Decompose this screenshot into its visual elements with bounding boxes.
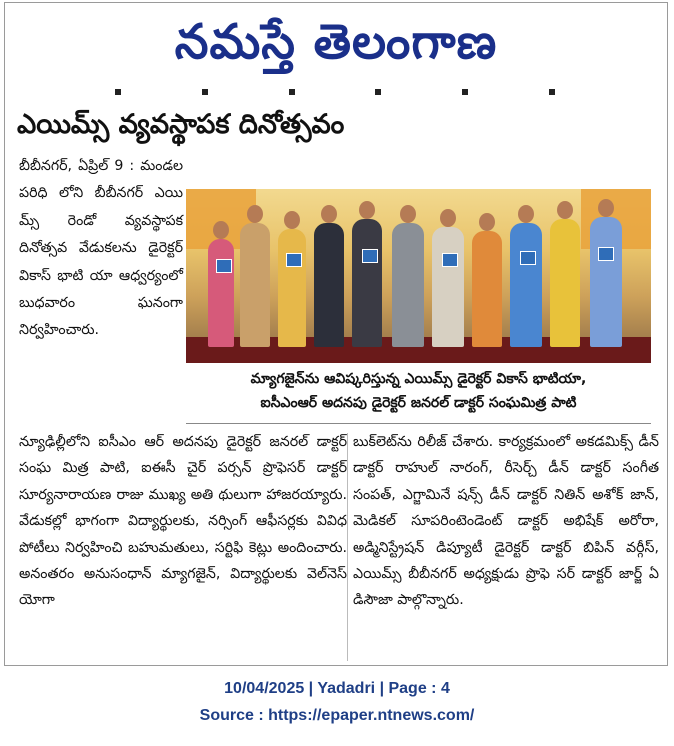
photo-person	[510, 223, 542, 347]
photo-caption-line-1: మ్యాగజైన్‌ను ఆవిష్కరిస్తున్న ఎయిమ్స్ డైరెక్టర్ వికాస్ భాటియా,	[250, 371, 587, 387]
photo-head	[359, 201, 375, 219]
photo-head	[440, 209, 456, 227]
column-divider	[347, 433, 348, 661]
photo-person	[240, 223, 270, 347]
event-photo	[186, 189, 651, 363]
photo-head	[284, 211, 300, 229]
photo-head	[213, 221, 229, 239]
photo-person	[550, 219, 580, 347]
magazine-copy	[442, 253, 458, 267]
photo-head	[598, 199, 614, 217]
photo-person	[392, 223, 424, 347]
magazine-copy	[362, 249, 378, 263]
article-paragraph-right: బుక్‌లెట్‌ను రిలీజ్ చేశారు. కార్యక్రమంలో అకడమిక్స్ డీన్ డాక్టర్ రాహుల్ నారంగ్, రీసెర్చ్ డీన్ డాక్టర్ సంగీత సంపత్, ఎగ్జామినే షన్స్ డీన్ డాక్టర్ నితిన్ అశోక్ జాన్, మెడికల్ సూపరింటెండెంట్ డాక్టర్ అభిషేక్ అరోరా, అడ్మినిస్ట్రేషన్ డిప్యూటీ డైరెక్టర్ డాక్టర్ బిపిన్ వర్గీస్, ఎయిమ్స్ బీబీనగర్ అధ్యక్షుడు ప్రొఫె సర్ డాక్టర్ జార్జ్ ఏ డిసౌజా పాల్గొన్నారు.	[353, 434, 659, 609]
article-column-right	[353, 429, 659, 614]
photo-head	[321, 205, 337, 223]
masthead-title: నమస్తే తెలంగాణ	[174, 14, 498, 70]
photo-person	[314, 223, 344, 347]
photo-person	[590, 217, 622, 347]
photo-caption	[186, 367, 651, 424]
magazine-copy	[216, 259, 232, 273]
photo-person	[352, 219, 382, 347]
footer-source-link[interactable]: Source : https://epaper.ntnews.com/	[199, 707, 475, 724]
photo-head	[400, 205, 416, 223]
footer-edition-info: 10/04/2025 | Yadadri | Page : 4	[224, 680, 450, 697]
article-headline: ఎయిమ్స్ వ్యవస్థాపక దినోత్సవం	[17, 109, 345, 140]
magazine-copy	[286, 253, 302, 267]
photo-head	[247, 205, 263, 223]
photo-person	[278, 229, 306, 347]
masthead-divider	[115, 89, 555, 97]
photo-head	[479, 213, 495, 231]
magazine-copy	[598, 247, 614, 261]
article-column-left	[19, 153, 183, 345]
article-paragraph-left: బీబీనగర్, ఏప్రిల్ 9 : మండల పరిధి లోని బీబీనగర్ ఎయి మ్స్ రెండో వ్యవస్థాపక దినోత్సవ వేడుకలను డైరెక్టర్ వికాస్ భాటి యా ఆధ్వర్యంలో బుధవారం ఘనంగా నిర్వహించారు.	[19, 158, 183, 339]
photo-person	[208, 239, 234, 347]
article-paragraph-middle: న్యూఢిల్లీలోని ఐసీఎం ఆర్ అదనపు డైరెక్టర్ జనరల్ డాక్టర్ సంఘ మిత్ర పాటి, ఐఈసీ చైర్ పర్సన్ ప్రొఫెసర్ డాక్టర్ సూర్యనారాయణ రాజు ముఖ్య అతి థులుగా హాజరయ్యారు. వేడుకల్లో భాగంగా విద్యార్థులకు, నర్సింగ్ ఆఫీసర్లకు వివిధ పోటీలు నిర్వహించి బహుమతులు, సర్టిఫి కెట్లు అందించారు. అనంతరం అనుసంధాన్ మ్యాగజైన్, విద్యార్థులకు వెల్‌నెస్ యోగా	[19, 434, 347, 609]
newspaper-clipping	[4, 2, 668, 666]
magazine-copy	[520, 251, 536, 265]
photo-head	[518, 205, 534, 223]
article-column-middle	[19, 429, 347, 614]
photo-person	[472, 231, 502, 347]
photo-caption-line-2: ఐసీఎంఆర్ అదనపు డైరెక్టర్ జనరల్ డాక్టర్ సంఘమిత్ర పాటి	[260, 395, 577, 411]
photo-person	[432, 227, 464, 347]
photo-head	[557, 201, 573, 219]
